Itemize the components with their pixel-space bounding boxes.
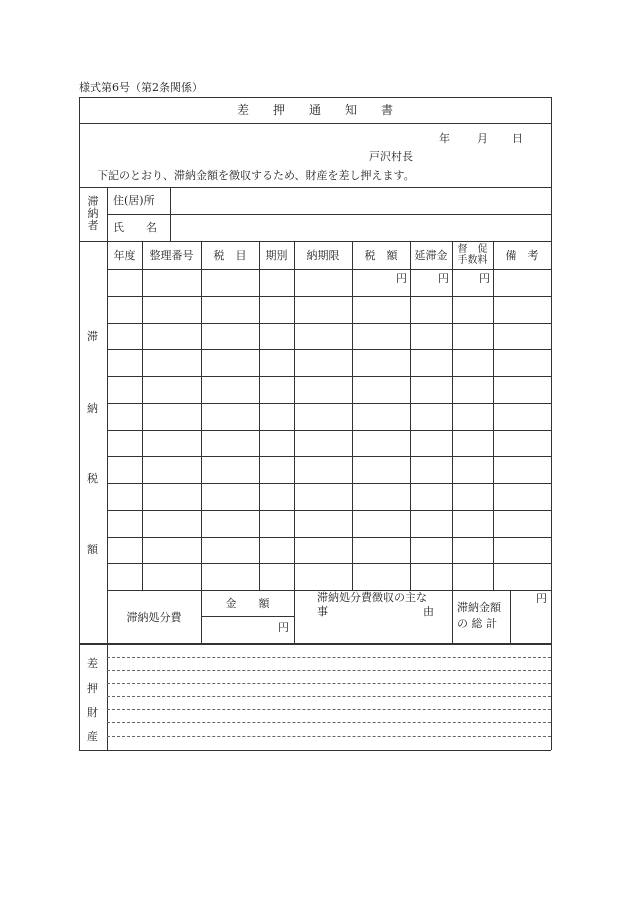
seized-entry-line <box>107 683 551 684</box>
table-column-line <box>201 241 202 590</box>
unit-tax-amount: 円 <box>396 272 407 285</box>
frame-bottom <box>79 750 551 751</box>
seized-label-char: 財 <box>87 706 98 719</box>
header-dunning-fee <box>452 241 493 269</box>
table-column-line <box>259 241 260 590</box>
label-char: 者 <box>87 219 99 233</box>
table-row-line <box>107 510 551 511</box>
table-column-line <box>352 241 353 590</box>
header-due-date: 納期限 <box>306 248 340 262</box>
header-period: 期別 <box>265 248 288 262</box>
table-row-line <box>107 563 551 564</box>
header-year: 年度 <box>113 248 136 262</box>
total-line1: 滞納金額 <box>457 601 501 614</box>
divider <box>510 590 511 644</box>
table-row-line <box>107 483 551 484</box>
seized-entry-line <box>107 736 551 737</box>
table-column-line <box>493 241 494 590</box>
amount-unit: 円 <box>278 621 289 634</box>
table-row-line <box>107 403 551 404</box>
label-char: 納 <box>87 206 99 220</box>
seized-entry-line <box>107 709 551 710</box>
table-row-line <box>107 296 551 297</box>
table-column-line <box>410 241 411 590</box>
unit-dunning-fee: 円 <box>479 272 490 285</box>
table-header-line <box>107 269 551 270</box>
table-column-line <box>294 241 295 590</box>
side-label-char: 税 <box>87 472 98 485</box>
reason-line1: 滞納処分費徴収の主な <box>317 591 427 604</box>
table-column-line <box>142 241 143 590</box>
side-label-char: 納 <box>87 402 98 415</box>
label-char: 滞 <box>87 194 99 208</box>
table-row-line <box>107 456 551 457</box>
frame-right <box>551 97 552 750</box>
header-fee-line1: 督 促 <box>457 243 488 255</box>
table-row-line <box>107 323 551 324</box>
date-day: 日 <box>512 132 523 145</box>
form-title: 差 押 通 知 書 <box>236 103 393 117</box>
delinquent-label <box>79 187 107 241</box>
seized-label-char: 差 <box>87 657 98 670</box>
divider <box>201 616 294 617</box>
header-late-fee: 延滞金 <box>414 248 448 262</box>
seized-entry-line <box>107 670 551 671</box>
total-line2: の 総 計 <box>457 617 497 630</box>
seized-label-char: 押 <box>87 682 98 695</box>
divider <box>79 643 551 645</box>
divider <box>107 645 108 750</box>
divider <box>294 590 295 644</box>
date-year: 年 <box>439 132 450 145</box>
divider <box>79 187 551 188</box>
divider <box>79 123 551 124</box>
header-fee-line2: 手数料 <box>457 255 488 266</box>
seized-label-char: 産 <box>87 730 98 743</box>
disposition-label: 滞納処分費 <box>126 610 182 624</box>
side-label-char: 額 <box>87 543 98 556</box>
unit-late-fee: 円 <box>438 272 449 285</box>
address-label: 住(居)所 <box>113 194 155 207</box>
amount-label: 金 額 <box>225 596 270 610</box>
total-unit: 円 <box>536 592 547 605</box>
seized-entry-line <box>107 722 551 723</box>
table-row-line <box>107 349 551 350</box>
reason-line2-b: 由 <box>423 605 434 618</box>
reason-line2-a: 事 <box>317 605 328 618</box>
date-month: 月 <box>477 132 488 145</box>
side-label-char: 滞 <box>87 330 98 343</box>
table-row-line <box>107 430 551 431</box>
divider <box>107 241 108 644</box>
header-tax-amount: 税 額 <box>364 248 398 262</box>
header-tax-item: 税 目 <box>213 248 247 262</box>
divider <box>107 214 551 215</box>
header-remarks: 備 考 <box>505 248 539 262</box>
divider <box>452 590 453 644</box>
name-label: 氏 名 <box>113 221 157 234</box>
intro-text: 下記のとおり、滞納金額を徴収するため、財産を差し押えます。 <box>97 169 415 182</box>
form-number: 様式第6号（第2条関係） <box>79 81 203 94</box>
table-row-line <box>107 376 551 377</box>
seized-entry-line <box>107 696 551 697</box>
header-ref-no: 整理番号 <box>149 248 194 262</box>
table-row-line <box>107 537 551 538</box>
seized-entry-line <box>107 657 551 658</box>
issuer-name: 戸沢村長 <box>369 150 413 163</box>
table-column-line <box>452 241 453 590</box>
